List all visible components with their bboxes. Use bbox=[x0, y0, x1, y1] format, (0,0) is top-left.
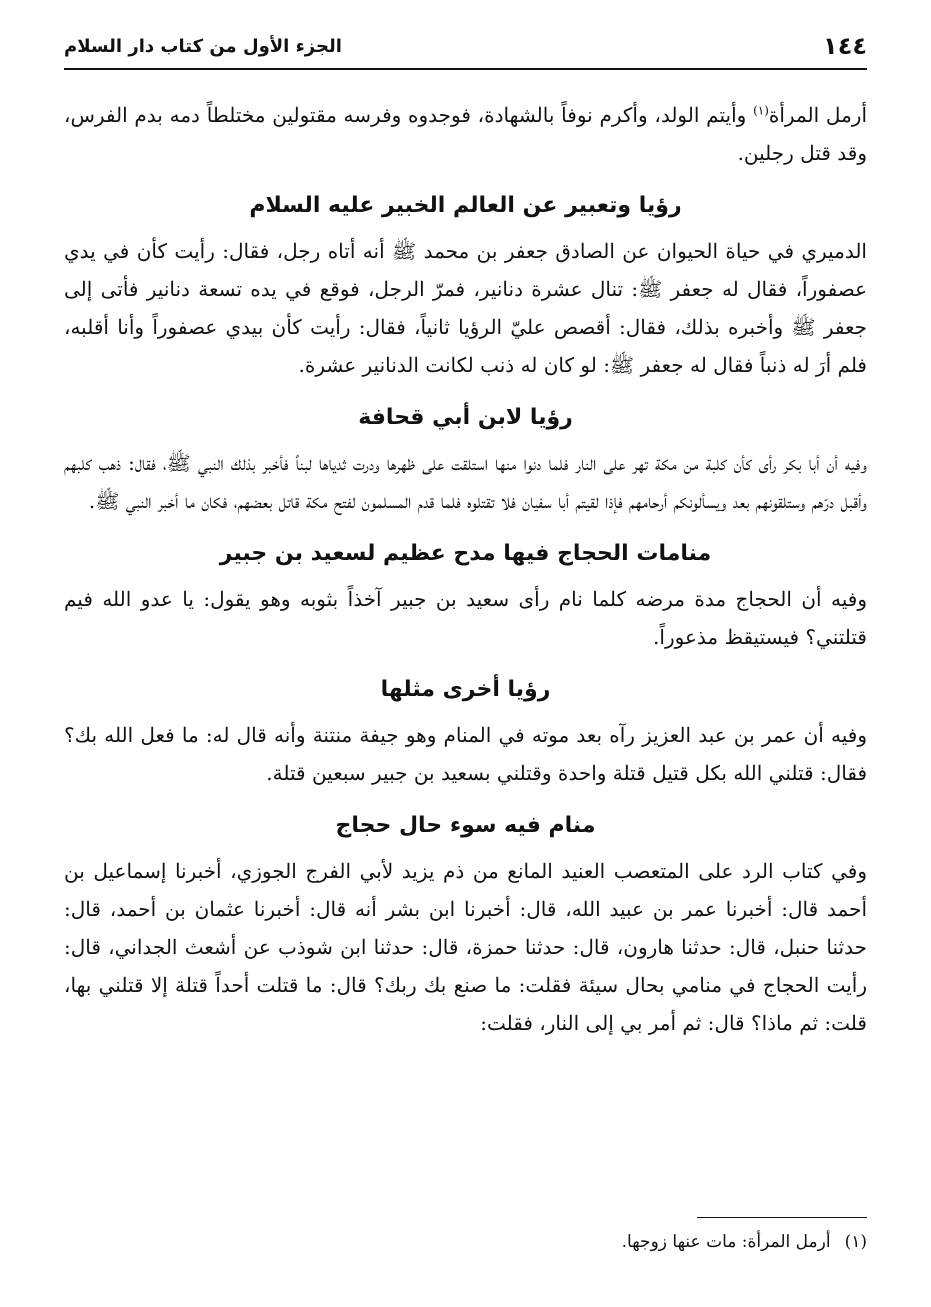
paragraph: وفيه أن عمر بن عبد العزيز رآه بعد موته في المنام وهو جيفة منتنة وأنه قال له: ما فعل الله بك؟ فقال: قتلني الله بكل قتيل قتلة واحدة وقتلني بسعيد بن جبير سبعين قتلة. bbox=[64, 723, 867, 785]
text-run: أرمل المرأة bbox=[768, 103, 867, 127]
section-heading: رؤيا لابن أبي قحافة bbox=[358, 405, 573, 430]
footnote-separator bbox=[697, 1217, 867, 1218]
footnote-number: (١) bbox=[844, 1232, 867, 1252]
page-header bbox=[64, 30, 867, 70]
section-heading: رؤيا أخرى مثلها bbox=[380, 677, 551, 702]
footnote-reference: (١) bbox=[753, 103, 769, 118]
page-body bbox=[64, 96, 867, 1042]
section-heading: رؤيا وتعبير عن العالم الخبير عليه السلام bbox=[249, 193, 682, 218]
paragraph: وفيه أن أبا بكر رأى كأن كلبة من مكة تهر على النار فلما دنوا منها استلقت على ظهرها ودرت ثدياها لبناً فأخبر بذلك النبي ﷺ، فقال: ذهب كلبهم وأقبل درّهم وستلقونهم بعد ويسألونكم أرحامهم فإذا لقيتم أبا سفيان فلا تقتلوه فلما قدم المسلمون لفتح مكة قاتل بعضهم، فكان ما أخبر النبي ﷺ. bbox=[64, 451, 867, 513]
paragraph: وفي كتاب الرد على المتعصب العنيد المانع من ذم يزيد لأبي الفرج الجوزي، أخبرنا إسماعيل بن أحمد قال: أخبرنا عمر بن عبيد الله، قال: أخبرنا ابن بشر أنه قال: أخبرنا عثمان بن أحمد، قال: حدثنا حنبل، قال: حدثنا هارون، قال: حدثنا حمزة، قال: حدثنا ابن شوذب عن أشعث الجداني، قال: رأيت الحجاج في منامي بحال سيئة فقلت: ما صنع بك ربك؟ قال: ما قتلت أحداً قتلة إلا قتلني بها، قلت: ثم ماذا؟ قال: ثم أمر بي إلى النار، فقلت: bbox=[64, 859, 867, 1035]
text-run: وأيتم الولد، وأكرم نوفاً بالشهادة، فوجدوه وفرسه مقتولين مختلطاً دمه بدم الفرس، وقد قتل رجلين. bbox=[64, 103, 867, 165]
page-number: ١٤٤ bbox=[823, 32, 867, 60]
section-heading: منامات الحجاج فيها مدح عظيم لسعيد بن جبير bbox=[219, 541, 712, 566]
footnote-text: أرمل المرأة: مات عنها زوجها. bbox=[621, 1232, 831, 1252]
running-title: الجزء الأول من كتاب دار السلام bbox=[64, 36, 342, 57]
paragraph: وفيه أن الحجاج مدة مرضه كلما نام رأى سعيد بن جبير آخذاً بثوبه وهو يقول: يا عدو الله فيم قتلتني؟ فيستيقظ مذعوراً. bbox=[64, 587, 867, 649]
section-heading: منام فيه سوء حال حجاج bbox=[335, 813, 596, 838]
footnote bbox=[64, 1228, 867, 1256]
paragraph: الدميري في حياة الحيوان عن الصادق جعفر بن محمد ﷺ أنه أتاه رجل، فقال: رأيت كأن في يدي عصفوراً، فقال له جعفر ﷺ: تنال عشرة دنانير، فمرّ الرجل، فوقع في يده تسعة دنانير فأتى إلى جعفر ﷺ وأخبره بذلك، فقال: أقصص عليّ الرؤيا ثانياً، فقال: رأيت كأن بيدي عصفوراً وأنا أقلبه، فلم أرَ له ذنباً فقال له جعفر ﷺ: لو كان له ذنب لكانت الدنانير عشرة. bbox=[64, 239, 867, 377]
paragraph bbox=[64, 96, 867, 172]
